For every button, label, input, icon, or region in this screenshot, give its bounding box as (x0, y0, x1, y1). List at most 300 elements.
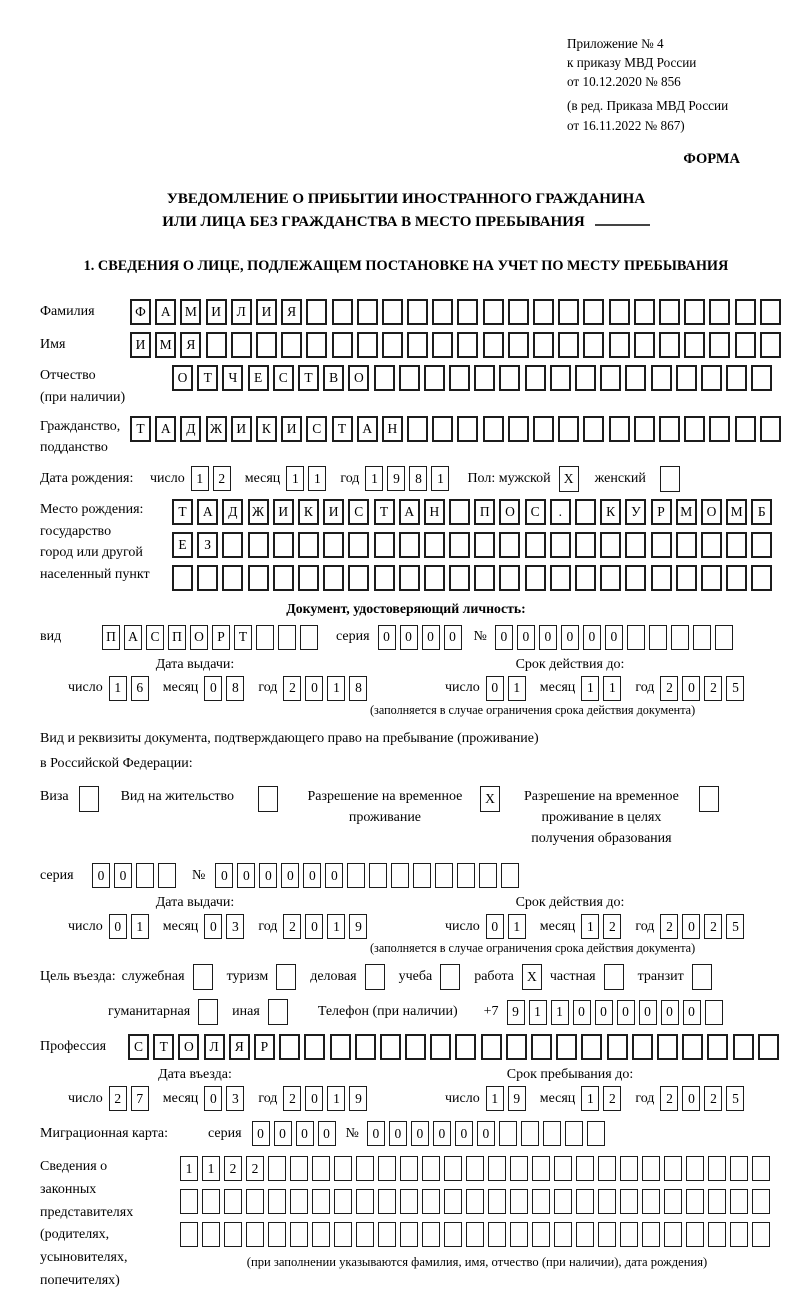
patronymic-char-box[interactable] (726, 365, 747, 391)
birth-year-box[interactable]: 1 (365, 466, 383, 491)
birthplace-char-box[interactable]: К (600, 499, 621, 525)
migration-series-box[interactable]: 0 (296, 1121, 314, 1146)
date-box[interactable]: 1 (486, 1086, 504, 1111)
date-box[interactable]: 2 (603, 914, 621, 939)
birthplace-char-box[interactable] (248, 532, 269, 558)
representative-char-box[interactable]: 1 (180, 1156, 198, 1181)
surname-char-box[interactable] (684, 299, 705, 325)
representative-char-box[interactable] (730, 1189, 748, 1214)
migration-series-box[interactable]: 0 (252, 1121, 270, 1146)
profession-char-box[interactable] (607, 1034, 628, 1060)
representative-char-box[interactable] (576, 1222, 594, 1247)
firstname-char-box[interactable] (558, 332, 579, 358)
citizenship-char-box[interactable] (735, 416, 756, 442)
migration-number-box[interactable]: 0 (367, 1121, 385, 1146)
patronymic-char-box[interactable]: Т (298, 365, 319, 391)
migration-series-box[interactable]: 0 (274, 1121, 292, 1146)
birthplace-char-box[interactable]: А (197, 499, 218, 525)
birthplace-char-box[interactable]: О (499, 499, 520, 525)
date-box[interactable]: 0 (682, 676, 700, 701)
birthplace-char-box[interactable] (701, 532, 722, 558)
profession-char-box[interactable] (657, 1034, 678, 1060)
profession-char-box[interactable] (707, 1034, 728, 1060)
patronymic-char-box[interactable]: Е (248, 365, 269, 391)
patronymic-char-box[interactable]: О (348, 365, 369, 391)
doc-kind-char-box[interactable]: П (102, 625, 120, 650)
firstname-char-box[interactable] (432, 332, 453, 358)
representative-char-box[interactable] (356, 1156, 374, 1181)
representative-char-box[interactable] (268, 1189, 286, 1214)
representative-char-box[interactable] (268, 1156, 286, 1181)
citizenship-char-box[interactable] (684, 416, 705, 442)
doc-number-box[interactable] (693, 625, 711, 650)
birthplace-char-box[interactable]: И (273, 499, 294, 525)
date-box[interactable]: 2 (283, 914, 301, 939)
permit-series-box[interactable]: 0 (114, 863, 132, 888)
patronymic-char-box[interactable] (499, 365, 520, 391)
birthplace-char-box[interactable] (399, 565, 420, 591)
representative-char-box[interactable] (202, 1189, 220, 1214)
citizenship-char-box[interactable] (634, 416, 655, 442)
birthplace-char-box[interactable] (676, 565, 697, 591)
permit-number-box[interactable]: 0 (259, 863, 277, 888)
representative-char-box[interactable] (356, 1189, 374, 1214)
permit-number-box[interactable] (457, 863, 475, 888)
birthplace-char-box[interactable] (449, 565, 470, 591)
firstname-char-box[interactable] (609, 332, 630, 358)
phone-digit-box[interactable]: 0 (595, 1000, 613, 1025)
doc-number-box[interactable]: 0 (605, 625, 623, 650)
profession-char-box[interactable] (380, 1034, 401, 1060)
patronymic-char-box[interactable] (701, 365, 722, 391)
date-box[interactable]: 0 (682, 1086, 700, 1111)
firstname-char-box[interactable] (332, 332, 353, 358)
date-box[interactable]: 0 (305, 1086, 323, 1111)
firstname-char-box[interactable] (735, 332, 756, 358)
doc-kind-char-box[interactable]: Р (212, 625, 230, 650)
representative-char-box[interactable] (620, 1156, 638, 1181)
date-box[interactable]: 1 (581, 1086, 599, 1111)
birthplace-char-box[interactable]: И (323, 499, 344, 525)
representative-char-box[interactable] (708, 1156, 726, 1181)
firstname-char-box[interactable] (382, 332, 403, 358)
representative-char-box[interactable] (268, 1222, 286, 1247)
representative-char-box[interactable] (202, 1222, 220, 1247)
doc-kind-char-box[interactable]: Т (234, 625, 252, 650)
representative-char-box[interactable] (246, 1222, 264, 1247)
surname-char-box[interactable] (709, 299, 730, 325)
doc-number-box[interactable] (649, 625, 667, 650)
doc-series-box[interactable]: 0 (378, 625, 396, 650)
profession-char-box[interactable] (405, 1034, 426, 1060)
purpose-checkbox[interactable] (276, 964, 296, 990)
birthplace-char-box[interactable] (474, 565, 495, 591)
patronymic-char-box[interactable] (600, 365, 621, 391)
profession-char-box[interactable]: Л (204, 1034, 225, 1060)
profession-char-box[interactable]: Р (254, 1034, 275, 1060)
profession-char-box[interactable] (682, 1034, 703, 1060)
birthplace-char-box[interactable] (726, 532, 747, 558)
profession-char-box[interactable] (330, 1034, 351, 1060)
surname-char-box[interactable]: Ф (130, 299, 151, 325)
doc-series-box[interactable]: 0 (400, 625, 418, 650)
temp-residence-edu-checkbox[interactable] (699, 786, 719, 812)
date-box[interactable]: 2 (283, 676, 301, 701)
firstname-char-box[interactable] (760, 332, 781, 358)
patronymic-char-box[interactable] (625, 365, 646, 391)
citizenship-char-box[interactable]: Н (382, 416, 403, 442)
representative-char-box[interactable] (290, 1222, 308, 1247)
date-box[interactable]: 2 (109, 1086, 127, 1111)
birthplace-char-box[interactable] (550, 565, 571, 591)
citizenship-char-box[interactable]: И (231, 416, 252, 442)
firstname-char-box[interactable] (583, 332, 604, 358)
date-box[interactable]: 0 (204, 914, 222, 939)
birthplace-char-box[interactable] (499, 565, 520, 591)
profession-char-box[interactable] (581, 1034, 602, 1060)
surname-char-box[interactable] (306, 299, 327, 325)
permit-number-box[interactable]: 0 (325, 863, 343, 888)
date-box[interactable]: 2 (660, 1086, 678, 1111)
birthplace-char-box[interactable] (222, 565, 243, 591)
firstname-char-box[interactable] (357, 332, 378, 358)
birthplace-char-box[interactable] (575, 565, 596, 591)
purpose-checkbox[interactable] (604, 964, 624, 990)
birth-month-box[interactable]: 1 (308, 466, 326, 491)
surname-char-box[interactable] (533, 299, 554, 325)
date-box[interactable]: 8 (349, 676, 367, 701)
representative-char-box[interactable] (422, 1189, 440, 1214)
birthplace-char-box[interactable]: С (348, 499, 369, 525)
firstname-char-box[interactable] (407, 332, 428, 358)
patronymic-char-box[interactable] (575, 365, 596, 391)
birthplace-char-box[interactable] (575, 532, 596, 558)
representative-char-box[interactable] (400, 1222, 418, 1247)
birth-year-box[interactable]: 8 (409, 466, 427, 491)
date-box[interactable]: 7 (131, 1086, 149, 1111)
permit-number-box[interactable] (347, 863, 365, 888)
date-box[interactable]: 1 (327, 676, 345, 701)
representative-char-box[interactable] (488, 1222, 506, 1247)
birthplace-char-box[interactable]: А (399, 499, 420, 525)
representative-char-box[interactable] (312, 1156, 330, 1181)
representative-char-box[interactable] (598, 1156, 616, 1181)
representative-char-box[interactable] (532, 1222, 550, 1247)
date-box[interactable]: 9 (508, 1086, 526, 1111)
representative-char-box[interactable] (510, 1222, 528, 1247)
birthplace-char-box[interactable] (625, 532, 646, 558)
citizenship-char-box[interactable] (457, 416, 478, 442)
representative-char-box[interactable] (224, 1222, 242, 1247)
surname-char-box[interactable] (735, 299, 756, 325)
birthplace-char-box[interactable]: Д (222, 499, 243, 525)
permit-number-box[interactable] (391, 863, 409, 888)
firstname-char-box[interactable] (206, 332, 227, 358)
citizenship-char-box[interactable] (659, 416, 680, 442)
patronymic-char-box[interactable]: О (172, 365, 193, 391)
permit-number-box[interactable] (501, 863, 519, 888)
profession-char-box[interactable] (304, 1034, 325, 1060)
date-box[interactable]: 2 (660, 914, 678, 939)
representative-char-box[interactable] (466, 1222, 484, 1247)
representative-char-box[interactable] (334, 1222, 352, 1247)
profession-char-box[interactable] (733, 1034, 754, 1060)
representative-char-box[interactable] (444, 1156, 462, 1181)
citizenship-char-box[interactable]: А (155, 416, 176, 442)
representative-char-box[interactable] (246, 1189, 264, 1214)
patronymic-char-box[interactable]: С (273, 365, 294, 391)
date-box[interactable]: 8 (226, 676, 244, 701)
firstname-char-box[interactable] (709, 332, 730, 358)
representative-char-box[interactable] (708, 1189, 726, 1214)
representative-char-box[interactable]: 2 (224, 1156, 242, 1181)
citizenship-char-box[interactable]: К (256, 416, 277, 442)
representative-char-box[interactable] (378, 1222, 396, 1247)
birthplace-char-box[interactable]: Ж (248, 499, 269, 525)
birthplace-char-box[interactable]: П (474, 499, 495, 525)
date-box[interactable]: 9 (349, 914, 367, 939)
date-box[interactable]: 0 (204, 676, 222, 701)
phone-digit-box[interactable]: 1 (529, 1000, 547, 1025)
representative-char-box[interactable] (752, 1222, 770, 1247)
date-box[interactable]: 0 (204, 1086, 222, 1111)
representative-char-box[interactable] (576, 1156, 594, 1181)
surname-char-box[interactable] (558, 299, 579, 325)
birthplace-char-box[interactable] (651, 532, 672, 558)
representative-char-box[interactable] (642, 1189, 660, 1214)
date-box[interactable]: 3 (226, 1086, 244, 1111)
temp-residence-checkbox[interactable]: X (480, 786, 500, 812)
representative-char-box[interactable] (752, 1156, 770, 1181)
representative-char-box[interactable] (708, 1222, 726, 1247)
date-box[interactable]: 2 (660, 676, 678, 701)
permit-number-box[interactable]: 0 (281, 863, 299, 888)
citizenship-char-box[interactable] (760, 416, 781, 442)
firstname-char-box[interactable]: И (130, 332, 151, 358)
phone-digit-box[interactable]: 0 (617, 1000, 635, 1025)
representative-char-box[interactable] (466, 1189, 484, 1214)
firstname-char-box[interactable] (256, 332, 277, 358)
surname-char-box[interactable] (457, 299, 478, 325)
date-box[interactable]: 6 (131, 676, 149, 701)
phone-digit-box[interactable]: 9 (507, 1000, 525, 1025)
patronymic-char-box[interactable] (651, 365, 672, 391)
firstname-char-box[interactable] (457, 332, 478, 358)
representative-char-box[interactable] (422, 1156, 440, 1181)
purpose-checkbox[interactable] (193, 964, 213, 990)
birthplace-char-box[interactable] (575, 499, 596, 525)
birthplace-char-box[interactable] (197, 565, 218, 591)
birthplace-char-box[interactable] (651, 565, 672, 591)
doc-number-box[interactable]: 0 (495, 625, 513, 650)
birthplace-char-box[interactable] (625, 565, 646, 591)
permit-number-box[interactable] (479, 863, 497, 888)
citizenship-char-box[interactable]: С (306, 416, 327, 442)
date-box[interactable]: 3 (226, 914, 244, 939)
purpose-checkbox[interactable] (365, 964, 385, 990)
birthplace-char-box[interactable] (449, 499, 470, 525)
profession-char-box[interactable] (279, 1034, 300, 1060)
firstname-char-box[interactable] (483, 332, 504, 358)
profession-char-box[interactable] (430, 1034, 451, 1060)
representative-char-box[interactable] (730, 1222, 748, 1247)
doc-number-box[interactable]: 0 (561, 625, 579, 650)
purpose-checkbox[interactable] (692, 964, 712, 990)
birthplace-char-box[interactable]: Р (651, 499, 672, 525)
birthplace-char-box[interactable]: З (197, 532, 218, 558)
doc-series-box[interactable]: 0 (422, 625, 440, 650)
profession-char-box[interactable]: Я (229, 1034, 250, 1060)
birthplace-char-box[interactable] (676, 532, 697, 558)
representative-char-box[interactable] (664, 1189, 682, 1214)
doc-number-box[interactable]: 0 (583, 625, 601, 650)
firstname-char-box[interactable] (659, 332, 680, 358)
date-box[interactable]: 1 (327, 914, 345, 939)
firstname-char-box[interactable] (231, 332, 252, 358)
profession-char-box[interactable]: С (128, 1034, 149, 1060)
date-box[interactable]: 5 (726, 676, 744, 701)
doc-series-box[interactable]: 0 (444, 625, 462, 650)
representative-char-box[interactable] (642, 1222, 660, 1247)
representative-char-box[interactable] (224, 1189, 242, 1214)
representative-char-box[interactable] (642, 1156, 660, 1181)
surname-char-box[interactable]: Я (281, 299, 302, 325)
firstname-char-box[interactable] (634, 332, 655, 358)
representative-char-box[interactable] (180, 1189, 198, 1214)
birthplace-char-box[interactable] (222, 532, 243, 558)
representative-char-box[interactable] (532, 1189, 550, 1214)
date-box[interactable]: 5 (726, 914, 744, 939)
surname-char-box[interactable] (432, 299, 453, 325)
patronymic-char-box[interactable] (676, 365, 697, 391)
surname-char-box[interactable] (407, 299, 428, 325)
profession-char-box[interactable] (556, 1034, 577, 1060)
representative-char-box[interactable] (620, 1189, 638, 1214)
birthplace-char-box[interactable] (550, 532, 571, 558)
patronymic-char-box[interactable]: Ч (222, 365, 243, 391)
surname-char-box[interactable]: М (180, 299, 201, 325)
representative-char-box[interactable] (598, 1222, 616, 1247)
date-box[interactable]: 2 (704, 676, 722, 701)
profession-char-box[interactable] (506, 1034, 527, 1060)
patronymic-char-box[interactable] (751, 365, 772, 391)
permit-number-box[interactable]: 0 (215, 863, 233, 888)
permit-number-box[interactable] (413, 863, 431, 888)
birthplace-char-box[interactable] (449, 532, 470, 558)
patronymic-char-box[interactable] (525, 365, 546, 391)
birthplace-char-box[interactable]: . (550, 499, 571, 525)
phone-digit-box[interactable]: 1 (551, 1000, 569, 1025)
representative-char-box[interactable] (422, 1222, 440, 1247)
phone-digit-box[interactable]: 0 (573, 1000, 591, 1025)
doc-number-box[interactable] (715, 625, 733, 650)
birthplace-char-box[interactable] (701, 565, 722, 591)
citizenship-char-box[interactable] (483, 416, 504, 442)
birthplace-char-box[interactable] (751, 565, 772, 591)
citizenship-char-box[interactable] (432, 416, 453, 442)
representative-char-box[interactable] (290, 1189, 308, 1214)
birthplace-char-box[interactable] (424, 565, 445, 591)
representative-char-box[interactable] (312, 1189, 330, 1214)
birthplace-char-box[interactable]: Н (424, 499, 445, 525)
representative-char-box[interactable] (598, 1189, 616, 1214)
patronymic-char-box[interactable] (474, 365, 495, 391)
migration-number-box[interactable] (543, 1121, 561, 1146)
representative-char-box[interactable] (510, 1189, 528, 1214)
birthplace-char-box[interactable] (172, 565, 193, 591)
birthplace-char-box[interactable] (348, 532, 369, 558)
birthplace-char-box[interactable] (600, 565, 621, 591)
date-box[interactable]: 1 (508, 676, 526, 701)
profession-char-box[interactable] (758, 1034, 779, 1060)
firstname-char-box[interactable] (281, 332, 302, 358)
citizenship-char-box[interactable] (533, 416, 554, 442)
purpose-checkbox[interactable] (198, 999, 218, 1025)
migration-number-box[interactable] (521, 1121, 539, 1146)
representative-char-box[interactable] (620, 1222, 638, 1247)
permit-series-box[interactable] (158, 863, 176, 888)
birthplace-char-box[interactable] (474, 532, 495, 558)
birthplace-char-box[interactable] (399, 532, 420, 558)
representative-char-box[interactable] (356, 1222, 374, 1247)
representative-char-box[interactable] (686, 1189, 704, 1214)
patronymic-char-box[interactable] (374, 365, 395, 391)
date-box[interactable]: 0 (305, 676, 323, 701)
representative-char-box[interactable] (576, 1189, 594, 1214)
doc-number-box[interactable]: 0 (539, 625, 557, 650)
birth-year-box[interactable]: 1 (431, 466, 449, 491)
birth-day-box[interactable]: 2 (213, 466, 231, 491)
birthplace-char-box[interactable]: Т (374, 499, 395, 525)
representative-char-box[interactable] (664, 1222, 682, 1247)
phone-digit-box[interactable]: 0 (683, 1000, 701, 1025)
birthplace-char-box[interactable] (600, 532, 621, 558)
representative-char-box[interactable] (444, 1222, 462, 1247)
surname-char-box[interactable] (332, 299, 353, 325)
representative-char-box[interactable]: 2 (246, 1156, 264, 1181)
birth-day-box[interactable]: 1 (191, 466, 209, 491)
birthplace-char-box[interactable] (298, 532, 319, 558)
phone-digit-box[interactable]: 0 (661, 1000, 679, 1025)
representative-char-box[interactable] (444, 1189, 462, 1214)
visa-checkbox[interactable] (79, 786, 99, 812)
phone-digit-box[interactable] (705, 1000, 723, 1025)
permit-number-box[interactable] (369, 863, 387, 888)
birthplace-char-box[interactable]: С (525, 499, 546, 525)
birthplace-char-box[interactable] (248, 565, 269, 591)
representative-char-box[interactable]: 1 (202, 1156, 220, 1181)
birthplace-char-box[interactable] (374, 565, 395, 591)
representative-char-box[interactable] (334, 1189, 352, 1214)
date-box[interactable]: 2 (704, 914, 722, 939)
birthplace-char-box[interactable]: М (676, 499, 697, 525)
birthplace-char-box[interactable]: У (625, 499, 646, 525)
representative-char-box[interactable] (378, 1156, 396, 1181)
profession-char-box[interactable]: О (178, 1034, 199, 1060)
date-box[interactable]: 2 (704, 1086, 722, 1111)
citizenship-char-box[interactable]: И (281, 416, 302, 442)
citizenship-char-box[interactable] (583, 416, 604, 442)
representative-char-box[interactable] (664, 1156, 682, 1181)
birthplace-char-box[interactable]: Б (751, 499, 772, 525)
migration-number-box[interactable] (587, 1121, 605, 1146)
citizenship-char-box[interactable]: Д (180, 416, 201, 442)
patronymic-char-box[interactable] (550, 365, 571, 391)
birthplace-char-box[interactable]: М (726, 499, 747, 525)
migration-number-box[interactable]: 0 (389, 1121, 407, 1146)
doc-kind-char-box[interactable]: О (190, 625, 208, 650)
birthplace-char-box[interactable]: К (298, 499, 319, 525)
